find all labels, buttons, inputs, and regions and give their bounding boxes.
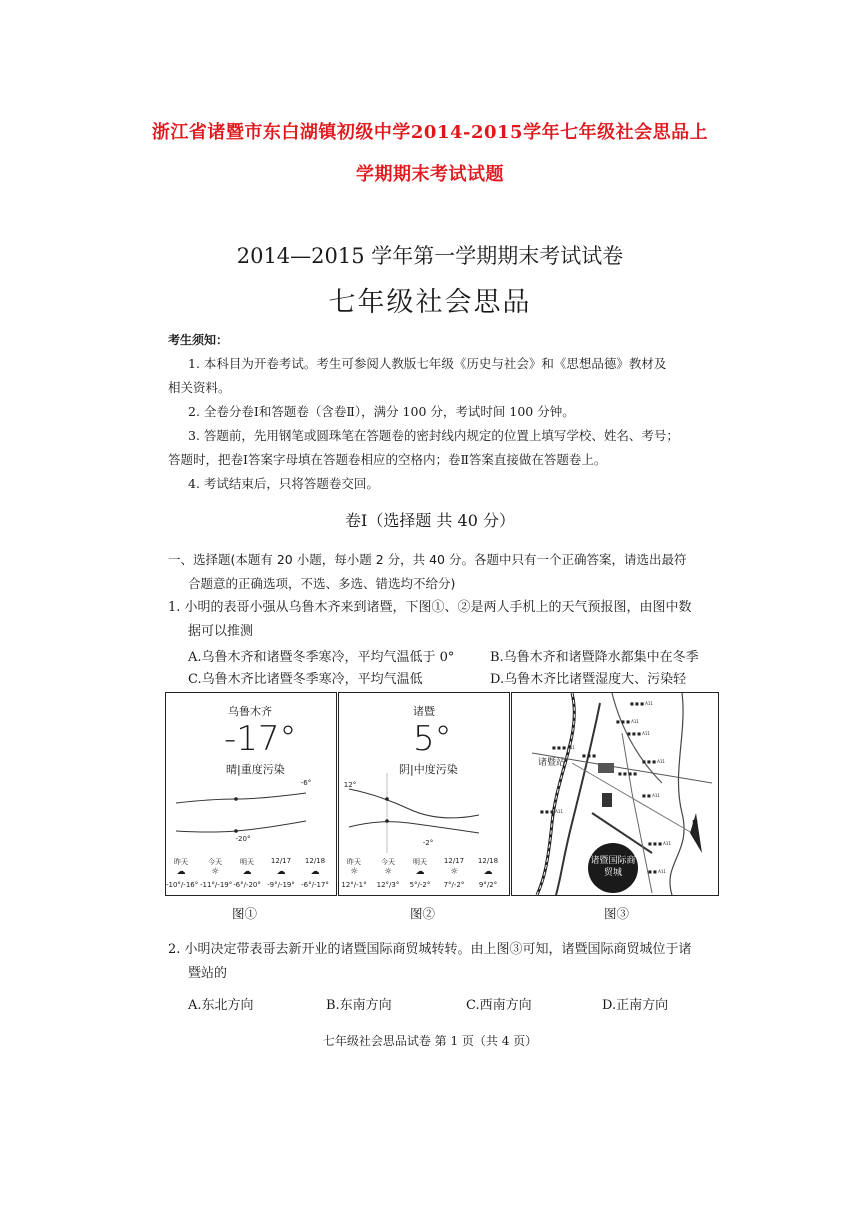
trade-city-marker: 诸暨国际商贸城 <box>588 843 638 893</box>
forecast-range: 7°/-2° <box>443 881 465 889</box>
forecast-range: 9°/2° <box>478 881 498 889</box>
svg-text:■ ■ ■ A11: ■ ■ ■ A11 <box>540 809 563 814</box>
notice-item-3b: 答题时，把卷Ⅰ答案字母填在答题卷相应的空格内；卷Ⅱ答案直接做在答题卷上。 <box>168 452 607 467</box>
hi-temp-label: 12° <box>343 781 357 789</box>
lo-temp-label: -2° <box>422 839 434 847</box>
figure-caption-1: 图① <box>232 906 258 921</box>
section-instruction-2: 合题意的正确选项，不选、多选、错选均不给分) <box>188 576 456 591</box>
question-1-option-b: B.乌鲁木齐和诸暨降水都集中在冬季 <box>490 650 699 665</box>
section-title: 卷Ⅰ（选择题 共 40 分） <box>345 511 515 530</box>
forecast-range: -6°/-17° <box>301 881 329 889</box>
map-station-label: 诸暨站 <box>538 758 566 768</box>
svg-text:■ ■ ■ A11: ■ ■ ■ A11 <box>642 759 665 764</box>
svg-text:■ ■ ■: ■ ■ ■ <box>582 753 596 758</box>
question-1-option-c: C.乌鲁木齐比诸暨冬季寒冷，平均气温低 <box>188 672 423 687</box>
question-2-option-a: A.东北方向 <box>188 998 254 1013</box>
svg-text:■ ■ ■ ■: ■ ■ ■ ■ <box>618 771 637 776</box>
weather-icon: ☁ <box>176 867 186 877</box>
svg-text:■ ■ ■ A11: ■ ■ ■ A11 <box>630 701 653 706</box>
forecast-range: -11°/-19° <box>200 881 233 889</box>
forecast-day: 明天 <box>240 858 254 866</box>
figure-caption-2: 图② <box>410 906 436 921</box>
notice-item-3a: 3. 答题前，先用钢笔或圆珠笔在答题卷的密封线内规定的位置上填写学校、姓名、考号； <box>188 428 679 443</box>
weather-condition: 阴|中度污染 <box>399 763 458 776</box>
section-instruction-1: 一、选择题(本题有 20 小题，每小题 2 分，共 40 分。各题中只有一个正确答案，请选出最符 <box>168 552 687 567</box>
notice-item-4: 4. 考试结束后，只将答题卷交回。 <box>188 476 379 491</box>
question-2-stem-2: 暨站的 <box>188 966 228 981</box>
forecast-day: 12/18 <box>304 857 326 865</box>
notice-heading: 考生须知： <box>168 333 229 347</box>
map-panel <box>511 692 719 896</box>
weather-panel-zhuji <box>338 692 510 896</box>
question-2-option-c: C.西南方向 <box>466 998 532 1013</box>
svg-text:■ ■ ■ A11: ■ ■ ■ A11 <box>552 745 575 750</box>
weather-temperature: 5° <box>413 719 452 759</box>
question-1-stem-1: 1. 小明的表哥小强从乌鲁木齐来到诸暨，下图①、②是两人手机上的天气预报图，由图中数 <box>168 600 692 615</box>
forecast-range: -10°/-16° <box>166 881 199 889</box>
svg-text:■ ■ ■ A11: ■ ■ ■ A11 <box>627 731 650 736</box>
svg-text:■ ■ A11: ■ ■ A11 <box>642 793 660 798</box>
document-title-line1: 浙江省诸暨市东白湖镇初级中学2014-2015学年七年级社会思品上 <box>151 122 709 143</box>
forecast-day: 12/18 <box>477 857 499 865</box>
exam-title: 2014—2015 学年第一学期期末考试试卷 <box>236 244 624 268</box>
forecast-range: -9°/-19° <box>267 881 295 889</box>
forecast-day: 昨天 <box>174 858 188 866</box>
weather-icon: ☁ <box>310 867 320 877</box>
weather-icon: ☁ <box>415 867 425 877</box>
svg-text:■ ■ A11: ■ ■ A11 <box>648 869 666 874</box>
weather-icon: ☼ <box>210 867 220 877</box>
notice-item-1a: 1. 本科目为开卷考试。考生可参阅人教版七年级《历史与社会》和《思想品德》教材及 <box>188 356 667 371</box>
forecast-range: 5°/-2° <box>409 881 431 889</box>
weather-icon: ☁ <box>242 867 252 877</box>
lo-temp-label: -20° <box>235 835 251 843</box>
forecast-range: -6°/-20° <box>233 881 261 889</box>
question-1-option-d: D.乌鲁木齐比诸暨湿度大、污染轻 <box>490 672 687 687</box>
forecast-day: 明天 <box>413 858 427 866</box>
question-1-stem-2: 据可以推测 <box>188 624 254 639</box>
question-2-option-b: B.东南方向 <box>326 998 392 1013</box>
forecast-day: 今天 <box>381 858 395 866</box>
forecast-range: 12°/3° <box>376 881 400 889</box>
weather-icon: ☼ <box>349 867 359 877</box>
forecast-day: 12/17 <box>443 857 465 865</box>
weather-condition: 晴|重度污染 <box>226 763 285 776</box>
weather-temperature: -17° <box>224 719 297 759</box>
north-indicator: N <box>692 819 698 828</box>
hi-temp-label: -6° <box>300 779 312 787</box>
figure-caption-3: 图③ <box>604 906 630 921</box>
question-2-stem-1: 2. 小明决定带表哥去新开业的诸暨国际商贸城转转。由上图③可知，诸暨国际商贸城位于诸 <box>168 942 692 957</box>
forecast-day: 今天 <box>208 858 222 866</box>
weather-panel-urumqi <box>165 692 337 896</box>
question-1-option-a: A.乌鲁木齐和诸暨冬季寒冷，平均气温低于 0° <box>188 650 455 665</box>
page-footer: 七年级社会思品试卷 第 1 页（共 4 页） <box>322 1034 538 1048</box>
weather-icon: ☁ <box>276 867 286 877</box>
forecast-day: 昨天 <box>347 858 361 866</box>
svg-text:■ ■ ■ A11: ■ ■ ■ A11 <box>616 719 639 724</box>
notice-item-1b: 相关资料。 <box>168 380 231 395</box>
forecast-range: 12°/-1° <box>341 881 367 889</box>
weather-city: 乌鲁木齐 <box>228 705 272 718</box>
exam-subject: 七年级社会思品 <box>328 287 532 318</box>
forecast-day: 12/17 <box>270 857 292 865</box>
question-2-option-d: D.正南方向 <box>602 998 669 1013</box>
weather-icon: ☼ <box>449 867 459 877</box>
weather-icon: ☁ <box>483 867 493 877</box>
document-title-line2: 学期期末考试试题 <box>356 164 504 185</box>
weather-city: 诸暨 <box>413 705 435 718</box>
weather-icon: ☼ <box>383 867 393 877</box>
notice-item-2: 2. 全卷分卷Ⅰ和答题卷（含卷Ⅱ），满分 100 分，考试时间 100 分钟。 <box>188 404 575 419</box>
svg-text:■ ■ ■ A11: ■ ■ ■ A11 <box>648 841 671 846</box>
